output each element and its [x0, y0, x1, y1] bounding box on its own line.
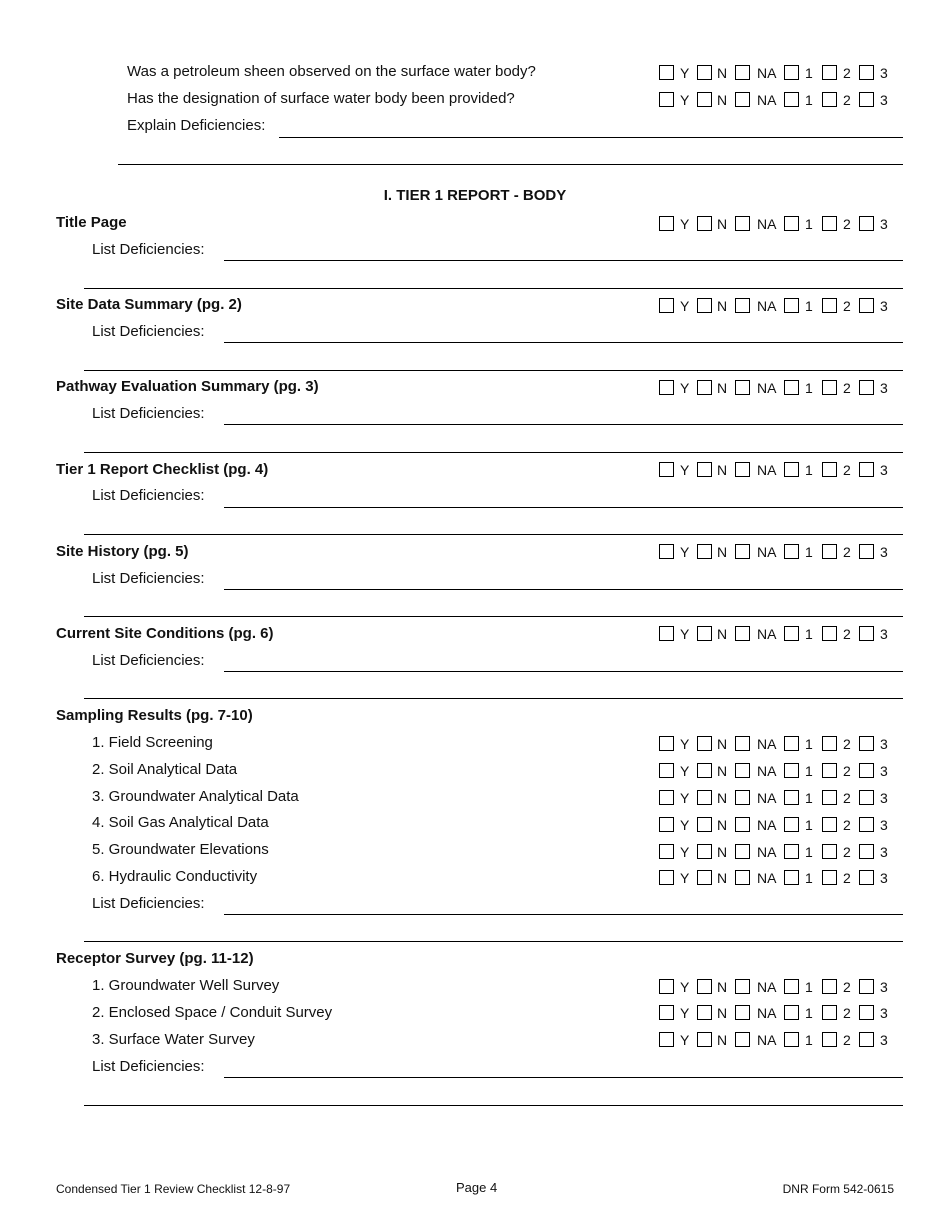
checkbox-na[interactable] — [735, 790, 750, 805]
checkbox-3[interactable] — [859, 763, 874, 778]
checkbox-n[interactable] — [697, 298, 712, 313]
checkbox-label-n: N — [717, 544, 728, 560]
checkbox-y[interactable] — [659, 216, 674, 231]
checkbox-label-1: 1 — [805, 736, 813, 752]
checkbox-1[interactable] — [784, 380, 799, 395]
deficiency-line[interactable] — [224, 671, 903, 672]
checkbox-2[interactable] — [822, 298, 837, 313]
list-deficiencies-label: List Deficiencies: — [92, 652, 205, 669]
section-divider — [84, 941, 903, 942]
checkbox-label-na: NA — [757, 462, 777, 478]
checkbox-label-n: N — [717, 1005, 728, 1021]
checkbox-label-y: Y — [680, 763, 690, 779]
checkbox-3[interactable] — [859, 462, 874, 477]
checkbox-label-3: 3 — [880, 979, 888, 995]
checkbox-y[interactable] — [659, 817, 674, 832]
deficiency-line[interactable] — [224, 507, 903, 508]
checkbox-label-2: 2 — [843, 462, 851, 478]
checkbox-3[interactable] — [859, 544, 874, 559]
checkbox-1[interactable] — [784, 817, 799, 832]
checkbox-n[interactable] — [697, 763, 712, 778]
checkbox-n[interactable] — [697, 380, 712, 395]
pathway-evaluation-summary-heading: Pathway Evaluation Summary (pg. 3) — [56, 378, 319, 395]
yn-options — [659, 870, 899, 888]
checkbox-label-y: Y — [680, 736, 690, 752]
deficiency-line[interactable] — [224, 589, 903, 590]
checkbox-label-3: 3 — [880, 870, 888, 886]
list-deficiencies-label: List Deficiencies: — [92, 405, 205, 422]
checkbox-na[interactable] — [735, 65, 750, 80]
sampling-results-heading: Sampling Results (pg. 7-10) — [56, 707, 253, 724]
checkbox-y[interactable] — [659, 870, 674, 885]
checkbox-y[interactable] — [659, 763, 674, 778]
checkbox-2[interactable] — [822, 462, 837, 477]
checkbox-n[interactable] — [697, 462, 712, 477]
checkbox-label-y: Y — [680, 1005, 690, 1021]
checkbox-na[interactable] — [735, 870, 750, 885]
checkbox-label-3: 3 — [880, 1005, 888, 1021]
checkbox-y[interactable] — [659, 736, 674, 751]
deficiency-line[interactable] — [224, 342, 903, 343]
checkbox-label-y: Y — [680, 298, 690, 314]
checkbox-n[interactable] — [697, 65, 712, 80]
checkbox-label-1: 1 — [805, 65, 813, 81]
checkbox-label-2: 2 — [843, 844, 851, 860]
checkbox-label-2: 2 — [843, 544, 851, 560]
checkbox-label-na: NA — [757, 1032, 777, 1048]
checkbox-label-3: 3 — [880, 817, 888, 833]
checkbox-n[interactable] — [697, 544, 712, 559]
tier1-report-checklist-heading: Tier 1 Report Checklist (pg. 4) — [56, 461, 269, 478]
checkbox-2[interactable] — [822, 65, 837, 80]
checkbox-3[interactable] — [859, 1005, 874, 1020]
checkbox-3[interactable] — [859, 817, 874, 832]
checkbox-3[interactable] — [859, 844, 874, 859]
receptor-item-enclosed-space-conduit-survey: 2. Enclosed Space / Conduit Survey — [92, 1004, 333, 1021]
checkbox-label-na: NA — [757, 298, 777, 314]
checkbox-label-2: 2 — [843, 763, 851, 779]
checkbox-label-n: N — [717, 844, 728, 860]
footer-page-number: Page 4 — [456, 1180, 498, 1195]
list-deficiencies-label: List Deficiencies: — [92, 895, 205, 912]
checkbox-label-y: Y — [680, 92, 690, 108]
checkbox-2[interactable] — [822, 817, 837, 832]
checkbox-n[interactable] — [697, 1032, 712, 1047]
yn-options — [659, 216, 899, 234]
deficiency-line[interactable] — [224, 914, 903, 915]
checkbox-na[interactable] — [735, 544, 750, 559]
checkbox-label-1: 1 — [805, 870, 813, 886]
checkbox-label-n: N — [717, 92, 728, 108]
checkbox-label-y: Y — [680, 870, 690, 886]
footer-left: Condensed Tier 1 Review Checklist 12-8-97 — [56, 1182, 291, 1196]
checkbox-label-2: 2 — [843, 1032, 851, 1048]
checkbox-n[interactable] — [697, 216, 712, 231]
checkbox-na[interactable] — [735, 1032, 750, 1047]
checkbox-n[interactable] — [697, 626, 712, 641]
checkbox-label-2: 2 — [843, 65, 851, 81]
checkbox-label-n: N — [717, 817, 728, 833]
checkbox-label-y: Y — [680, 65, 690, 81]
checkbox-label-n: N — [717, 462, 728, 478]
checkbox-label-3: 3 — [880, 380, 888, 396]
checkbox-n[interactable] — [697, 92, 712, 107]
checkbox-2[interactable] — [822, 736, 837, 751]
checkbox-2[interactable] — [822, 763, 837, 778]
checkbox-3[interactable] — [859, 979, 874, 994]
checkbox-1[interactable] — [784, 1005, 799, 1020]
checkbox-label-n: N — [717, 626, 728, 642]
deficiency-line[interactable] — [224, 424, 903, 425]
checkbox-label-n: N — [717, 298, 728, 314]
checkbox-1[interactable] — [784, 544, 799, 559]
yn-options — [659, 763, 899, 781]
checkbox-label-na: NA — [757, 544, 777, 560]
checkbox-n[interactable] — [697, 870, 712, 885]
checkbox-label-na: NA — [757, 870, 777, 886]
checkbox-label-1: 1 — [805, 979, 813, 995]
checkbox-label-3: 3 — [880, 1032, 888, 1048]
checkbox-label-1: 1 — [805, 844, 813, 860]
checkbox-n[interactable] — [697, 790, 712, 805]
checkbox-label-2: 2 — [843, 216, 851, 232]
checkbox-label-y: Y — [680, 626, 690, 642]
yn-options — [659, 626, 899, 644]
section-divider — [84, 616, 903, 617]
checkbox-label-y: Y — [680, 844, 690, 860]
checkbox-label-3: 3 — [880, 626, 888, 642]
checkbox-1[interactable] — [784, 870, 799, 885]
checkbox-label-3: 3 — [880, 65, 888, 81]
checkbox-1[interactable] — [784, 92, 799, 107]
checkbox-1[interactable] — [784, 216, 799, 231]
checkbox-label-n: N — [717, 380, 728, 396]
checkbox-na[interactable] — [735, 979, 750, 994]
checkbox-1[interactable] — [784, 736, 799, 751]
checkbox-2[interactable] — [822, 544, 837, 559]
receptor-item-groundwater-well-survey: 1. Groundwater Well Survey — [92, 977, 280, 994]
checkbox-label-y: Y — [680, 380, 690, 396]
checkbox-1[interactable] — [784, 790, 799, 805]
checkbox-3[interactable] — [859, 626, 874, 641]
checkbox-label-na: NA — [757, 1005, 777, 1021]
section-divider — [84, 698, 903, 699]
deficiency-line[interactable] — [224, 1077, 903, 1078]
checkbox-label-2: 2 — [843, 298, 851, 314]
checkbox-label-na: NA — [757, 216, 777, 232]
checkbox-n[interactable] — [697, 979, 712, 994]
sampling-item-groundwater-elevations: 5. Groundwater Elevations — [92, 841, 269, 858]
section-divider — [84, 534, 903, 535]
checkbox-label-1: 1 — [805, 298, 813, 314]
section-divider — [84, 370, 903, 371]
checkbox-y[interactable] — [659, 979, 674, 994]
sampling-item-soil-analytical-data: 2. Soil Analytical Data — [92, 761, 238, 778]
checkbox-label-y: Y — [680, 1032, 690, 1048]
sampling-item-soil-gas-analytical-data: 4. Soil Gas Analytical Data — [92, 814, 269, 831]
checkbox-na[interactable] — [735, 626, 750, 641]
list-deficiencies-label: List Deficiencies: — [92, 570, 205, 587]
checkbox-2[interactable] — [822, 1032, 837, 1047]
checkbox-label-2: 2 — [843, 92, 851, 108]
checkbox-2[interactable] — [822, 380, 837, 395]
checkbox-3[interactable] — [859, 65, 874, 80]
checkbox-label-2: 2 — [843, 979, 851, 995]
yn-options — [659, 92, 899, 110]
checkbox-label-1: 1 — [805, 626, 813, 642]
checkbox-2[interactable] — [822, 1005, 837, 1020]
checkbox-n[interactable] — [697, 844, 712, 859]
checkbox-label-na: NA — [757, 817, 777, 833]
checkbox-label-1: 1 — [805, 92, 813, 108]
footer-form-number: DNR Form 542-0615 — [782, 1182, 894, 1196]
section-divider — [84, 452, 903, 453]
checkbox-2[interactable] — [822, 626, 837, 641]
checkbox-label-na: NA — [757, 763, 777, 779]
checkbox-label-y: Y — [680, 979, 690, 995]
checkbox-3[interactable] — [859, 870, 874, 885]
checkbox-label-3: 3 — [880, 216, 888, 232]
checkbox-label-3: 3 — [880, 844, 888, 860]
current-site-conditions-heading: Current Site Conditions (pg. 6) — [56, 625, 274, 642]
checkbox-label-n: N — [717, 790, 728, 806]
checkbox-label-1: 1 — [805, 380, 813, 396]
checkbox-na[interactable] — [735, 298, 750, 313]
site-history-heading: Site History (pg. 5) — [56, 543, 189, 560]
checkbox-label-n: N — [717, 870, 728, 886]
checkbox-label-1: 1 — [805, 817, 813, 833]
list-deficiencies-label: List Deficiencies: — [92, 241, 205, 258]
checkbox-y[interactable] — [659, 544, 674, 559]
yn-options — [659, 298, 899, 316]
sampling-item-groundwater-analytical-data: 3. Groundwater Analytical Data — [92, 788, 299, 805]
checkbox-na[interactable] — [735, 763, 750, 778]
section-divider — [118, 164, 903, 165]
checkbox-n[interactable] — [697, 736, 712, 751]
checkbox-y[interactable] — [659, 380, 674, 395]
checkbox-label-1: 1 — [805, 544, 813, 560]
checkbox-label-n: N — [717, 216, 728, 232]
checkbox-label-na: NA — [757, 736, 777, 752]
yn-options — [659, 790, 899, 808]
checkbox-3[interactable] — [859, 216, 874, 231]
checkbox-label-3: 3 — [880, 298, 888, 314]
title-page-heading: Title Page — [56, 214, 127, 231]
yn-options — [659, 380, 899, 398]
checkbox-3[interactable] — [859, 736, 874, 751]
checkbox-1[interactable] — [784, 626, 799, 641]
checkbox-y[interactable] — [659, 790, 674, 805]
site-data-summary-heading: Site Data Summary (pg. 2) — [56, 296, 242, 313]
checkbox-2[interactable] — [822, 870, 837, 885]
checkbox-label-y: Y — [680, 544, 690, 560]
checkbox-label-y: Y — [680, 790, 690, 806]
checkbox-2[interactable] — [822, 92, 837, 107]
checkbox-1[interactable] — [784, 979, 799, 994]
checkbox-label-1: 1 — [805, 216, 813, 232]
checkbox-label-2: 2 — [843, 736, 851, 752]
checkbox-label-y: Y — [680, 216, 690, 232]
checkbox-na[interactable] — [735, 1005, 750, 1020]
checkbox-label-n: N — [717, 65, 728, 81]
yn-options — [659, 844, 899, 862]
checkbox-na[interactable] — [735, 844, 750, 859]
section-divider — [84, 288, 903, 289]
checkbox-na[interactable] — [735, 216, 750, 231]
checkbox-label-na: NA — [757, 790, 777, 806]
question-surface-water-designation: Has the designation of surface water body been provided? — [127, 90, 515, 107]
yn-options — [659, 1005, 899, 1023]
checkbox-label-2: 2 — [843, 380, 851, 396]
list-deficiencies-label: List Deficiencies: — [92, 487, 205, 504]
checkbox-3[interactable] — [859, 1032, 874, 1047]
checkbox-y[interactable] — [659, 298, 674, 313]
checkbox-1[interactable] — [784, 462, 799, 477]
checkbox-label-3: 3 — [880, 544, 888, 560]
section-divider — [84, 1105, 903, 1106]
checkbox-na[interactable] — [735, 380, 750, 395]
checkbox-y[interactable] — [659, 626, 674, 641]
sampling-item-field-screening: 1. Field Screening — [92, 734, 213, 751]
checkbox-y[interactable] — [659, 92, 674, 107]
checkbox-label-y: Y — [680, 462, 690, 478]
checkbox-y[interactable] — [659, 1005, 674, 1020]
checkbox-3[interactable] — [859, 298, 874, 313]
checkbox-label-2: 2 — [843, 1005, 851, 1021]
sampling-item-hydraulic-conductivity: 6. Hydraulic Conductivity — [92, 868, 258, 885]
yn-options — [659, 979, 899, 997]
question-petroleum-sheen: Was a petroleum sheen observed on the surface water body? — [127, 63, 536, 80]
checkbox-3[interactable] — [859, 92, 874, 107]
checkbox-label-1: 1 — [805, 462, 813, 478]
checkbox-label-n: N — [717, 763, 728, 779]
yn-options — [659, 817, 899, 835]
checkbox-1[interactable] — [784, 844, 799, 859]
yn-options — [659, 544, 899, 562]
checkbox-na[interactable] — [735, 736, 750, 751]
checkbox-label-na: NA — [757, 979, 777, 995]
checkbox-2[interactable] — [822, 790, 837, 805]
checkbox-label-na: NA — [757, 65, 777, 81]
checkbox-label-1: 1 — [805, 1032, 813, 1048]
checkbox-label-2: 2 — [843, 870, 851, 886]
checkbox-label-3: 3 — [880, 462, 888, 478]
checkbox-y[interactable] — [659, 65, 674, 80]
checkbox-label-3: 3 — [880, 790, 888, 806]
yn-options — [659, 65, 899, 83]
list-deficiencies-label: List Deficiencies: — [92, 1058, 205, 1075]
list-deficiencies-label: List Deficiencies: — [92, 323, 205, 340]
checkbox-label-2: 2 — [843, 626, 851, 642]
checkbox-label-2: 2 — [843, 817, 851, 833]
checkbox-label-na: NA — [757, 380, 777, 396]
checkbox-label-3: 3 — [880, 763, 888, 779]
checkbox-label-na: NA — [757, 844, 777, 860]
checkbox-1[interactable] — [784, 65, 799, 80]
checkbox-label-n: N — [717, 736, 728, 752]
checkbox-y[interactable] — [659, 1032, 674, 1047]
checkbox-y[interactable] — [659, 462, 674, 477]
checkbox-2[interactable] — [822, 844, 837, 859]
checkbox-na[interactable] — [735, 462, 750, 477]
checkbox-label-na: NA — [757, 626, 777, 642]
section-heading: I. TIER 1 REPORT - BODY — [383, 187, 567, 204]
checkbox-label-1: 1 — [805, 790, 813, 806]
checkbox-label-3: 3 — [880, 736, 888, 752]
checkbox-label-2: 2 — [843, 790, 851, 806]
deficiency-line[interactable] — [224, 260, 903, 261]
checkbox-3[interactable] — [859, 790, 874, 805]
checkbox-label-3: 3 — [880, 92, 888, 108]
receptor-survey-heading: Receptor Survey (pg. 11-12) — [56, 950, 254, 967]
checkbox-2[interactable] — [822, 979, 837, 994]
explain-deficiencies-line[interactable] — [279, 137, 903, 138]
yn-options — [659, 462, 899, 480]
checkbox-1[interactable] — [784, 1032, 799, 1047]
checkbox-label-n: N — [717, 979, 728, 995]
yn-options — [659, 1032, 899, 1050]
checkbox-label-1: 1 — [805, 1005, 813, 1021]
checkbox-n[interactable] — [697, 1005, 712, 1020]
checkbox-2[interactable] — [822, 216, 837, 231]
checkbox-na[interactable] — [735, 817, 750, 832]
checkbox-3[interactable] — [859, 380, 874, 395]
explain-deficiencies-label: Explain Deficiencies: — [127, 117, 266, 134]
checkbox-1[interactable] — [784, 763, 799, 778]
checkbox-label-na: NA — [757, 92, 777, 108]
yn-options — [659, 736, 899, 754]
checkbox-na[interactable] — [735, 92, 750, 107]
receptor-item-surface-water-survey: 3. Surface Water Survey — [92, 1031, 255, 1048]
checkbox-n[interactable] — [697, 817, 712, 832]
checkbox-label-y: Y — [680, 817, 690, 833]
checkbox-label-1: 1 — [805, 763, 813, 779]
checkbox-label-n: N — [717, 1032, 728, 1048]
checkbox-1[interactable] — [784, 298, 799, 313]
checkbox-y[interactable] — [659, 844, 674, 859]
